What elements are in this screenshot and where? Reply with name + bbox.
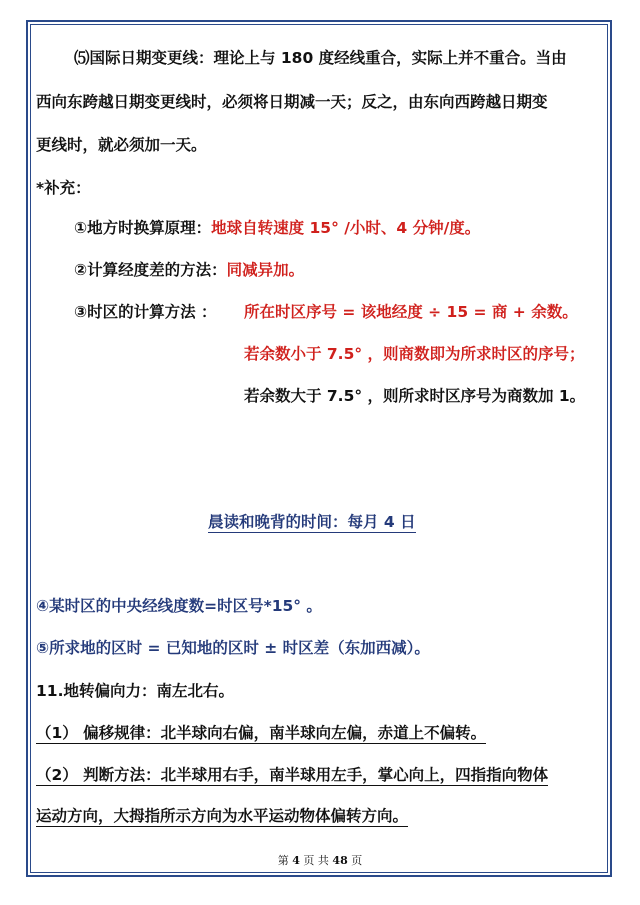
- item-1: [74, 218, 480, 238]
- text-line-2: 西向东跨越日期变更线时，必须将日期减一天；反之，由东向西跨越日期变: [36, 93, 548, 111]
- footer-total-pages: 48: [332, 854, 348, 867]
- coriolis-rule-2: [36, 765, 548, 785]
- item-5: ⑤所求地的区时 = 已知地的区时 ± 时区差（东加西减）。: [36, 639, 430, 657]
- coriolis-rule-2-cont: [36, 806, 408, 826]
- footer-suffix: 页: [351, 854, 363, 867]
- item-2-value: 同减异加。: [226, 261, 305, 279]
- text-line-3: 更线时，就必须加一天。: [36, 136, 207, 154]
- reading-time-heading: [208, 512, 416, 532]
- coriolis-rule-1-text: （1） 偏移规律：北半球向右偏，南半球向左偏，赤道上不偏转。: [36, 724, 487, 742]
- remainder-greater-rule: 若余数大于 7.5° ，则所求时区序号为商数加 1。: [244, 387, 586, 405]
- footer-page-number: 4: [292, 854, 300, 867]
- item-3-value: 所在时区序号 = 该地经度 ÷ 15 = 商 + 余数。: [244, 303, 578, 321]
- item-1-label: ①地方时换算原理：: [74, 219, 212, 237]
- coriolis-rule-2-cont-text: 运动方向，大拇指所示方向为水平运动物体偏转方向。: [36, 807, 409, 825]
- coriolis-rule-2-text: （2） 判断方法：北半球用右手，南半球用左手，掌心向上，四指指向物体: [36, 766, 549, 784]
- reading-time-text: 晨读和晚背的时间：每月 4 日: [208, 513, 416, 531]
- footer-prefix: 第: [277, 854, 289, 867]
- text-line-1: ⑸国际日期变更线：理论上与 180 度经线重合，实际上并不重合。当由: [74, 49, 567, 67]
- footer-mid: 页 共: [303, 854, 329, 867]
- item-4: ④某时区的中央经线度数=时区号*15° 。: [36, 597, 322, 615]
- page-footer: [0, 852, 640, 868]
- item-2-label: ②计算经度差的方法：: [74, 261, 227, 279]
- coriolis-rule-1: [36, 723, 486, 743]
- item-3: [74, 302, 217, 322]
- remainder-less-rule: 若余数小于 7.5° ，则商数即为所求时区的序号；: [244, 345, 585, 363]
- supplement-heading: *补充：: [36, 179, 91, 197]
- coriolis-heading: 11.地转偏向力：南左北右。: [36, 682, 234, 700]
- item-2: [74, 260, 304, 280]
- item-3-label: ③时区的计算方法 ：: [74, 303, 217, 321]
- item-1-value: 地球自转速度 15° /小时、4 分钟/度。: [211, 219, 481, 237]
